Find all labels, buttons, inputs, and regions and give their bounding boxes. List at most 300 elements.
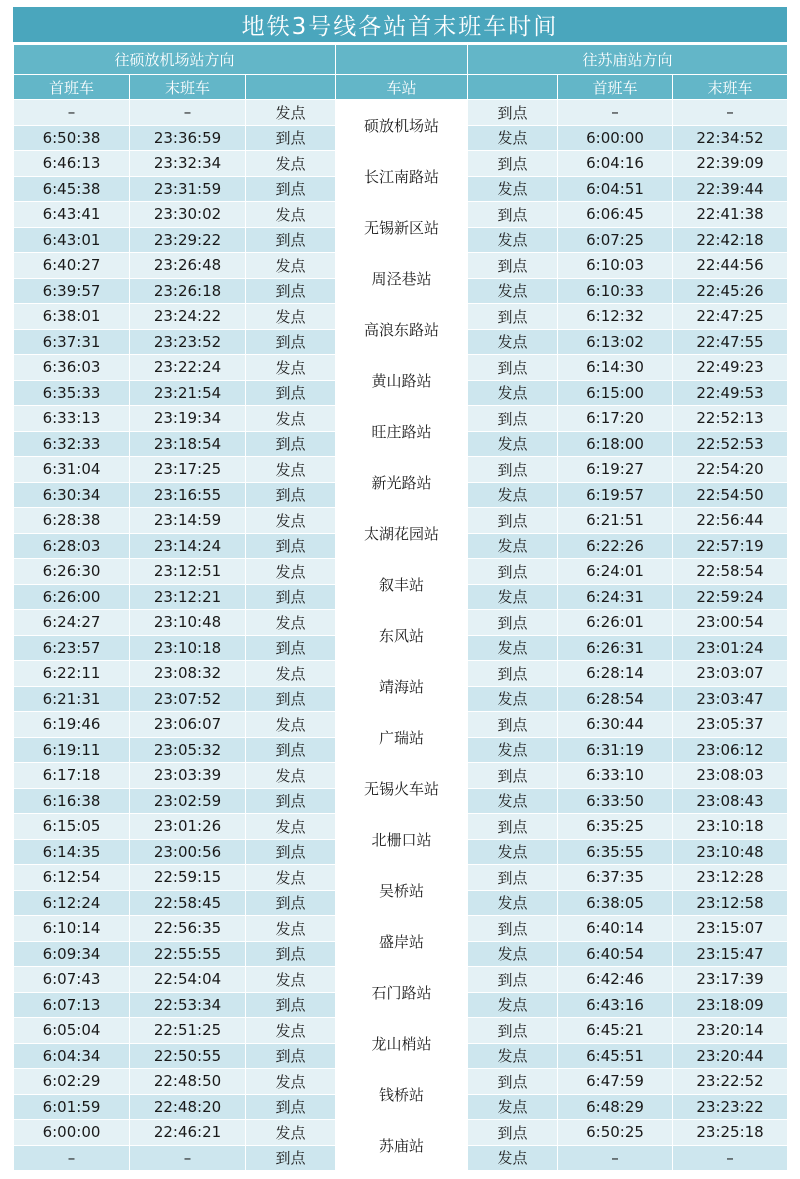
- left-last-time: 23:26:48: [130, 253, 246, 279]
- direction-blank-header: [336, 45, 468, 75]
- left-point-type: 到点: [246, 431, 336, 457]
- right-first-time: 6:06:45: [558, 202, 673, 228]
- right-first-time: 6:40:14: [558, 916, 673, 942]
- right-point-type: 发点: [468, 482, 558, 508]
- right-first-time: 6:31:19: [558, 737, 673, 763]
- right-last-time: 22:54:50: [673, 482, 788, 508]
- right-last-time: 23:08:03: [673, 763, 788, 789]
- right-first-time: 6:38:05: [558, 890, 673, 916]
- right-point-type: 到点: [468, 967, 558, 993]
- left-point-type: 发点: [246, 508, 336, 534]
- right-point-type: 到点: [468, 865, 558, 891]
- left-point-type: 发点: [246, 712, 336, 738]
- left-point-type: 到点: [246, 941, 336, 967]
- station-name: 东风站: [336, 610, 468, 661]
- table-row: [14, 967, 788, 993]
- left-first-time: 6:04:34: [14, 1043, 130, 1069]
- left-point-type: 发点: [246, 559, 336, 585]
- right-last-time: 23:15:07: [673, 916, 788, 942]
- left-last-time: 23:31:59: [130, 176, 246, 202]
- right-last-time: 22:39:44: [673, 176, 788, 202]
- right-first-time: 6:18:00: [558, 431, 673, 457]
- left-point-type: 到点: [246, 482, 336, 508]
- right-last-time: 22:42:18: [673, 227, 788, 253]
- left-point-type: 到点: [246, 737, 336, 763]
- right-point-type: 到点: [468, 712, 558, 738]
- table-row: [14, 559, 788, 585]
- right-last-time: 22:52:53: [673, 431, 788, 457]
- left-point-type: 发点: [246, 1069, 336, 1095]
- right-first-time: 6:10:03: [558, 253, 673, 279]
- right-last-time: –: [673, 100, 788, 126]
- left-point-type: 到点: [246, 533, 336, 559]
- right-first-time: 6:37:35: [558, 865, 673, 891]
- right-last-time: 22:56:44: [673, 508, 788, 534]
- right-point-type: 发点: [468, 788, 558, 814]
- right-last-time: 22:44:56: [673, 253, 788, 279]
- left-last-time: –: [130, 100, 246, 126]
- right-first-time: 6:15:00: [558, 380, 673, 406]
- table-row: [14, 508, 788, 534]
- right-point-type: 到点: [468, 559, 558, 585]
- right-last-time: 22:59:24: [673, 584, 788, 610]
- left-first-time: 6:39:57: [14, 278, 130, 304]
- left-first-time: 6:05:04: [14, 1018, 130, 1044]
- right-first-time: 6:00:00: [558, 125, 673, 151]
- right-point-type: 发点: [468, 584, 558, 610]
- right-first-time: –: [558, 1145, 673, 1171]
- table-row: [14, 712, 788, 738]
- left-point-type: 发点: [246, 814, 336, 840]
- left-point-type: 发点: [246, 253, 336, 279]
- table-row: [14, 355, 788, 381]
- station-name: 新光路站: [336, 457, 468, 508]
- left-last-time: 22:53:34: [130, 992, 246, 1018]
- left-first-time: 6:15:05: [14, 814, 130, 840]
- right-point-type: 发点: [468, 533, 558, 559]
- left-point-type: 发点: [246, 1018, 336, 1044]
- right-last-time: 22:57:19: [673, 533, 788, 559]
- left-point-type: 到点: [246, 380, 336, 406]
- right-point-type: 到点: [468, 1069, 558, 1095]
- left-first-time: 6:33:13: [14, 406, 130, 432]
- left-point-type: 发点: [246, 457, 336, 483]
- left-first-time: 6:12:24: [14, 890, 130, 916]
- left-first-time: 6:26:00: [14, 584, 130, 610]
- left-last-time: 22:56:35: [130, 916, 246, 942]
- timetable: [13, 7, 787, 1171]
- table-row: [14, 406, 788, 432]
- right-point-type: 到点: [468, 610, 558, 636]
- table-row: [14, 253, 788, 279]
- left-last-time: 22:46:21: [130, 1120, 246, 1146]
- left-first-time: 6:02:29: [14, 1069, 130, 1095]
- right-last-time: 22:49:53: [673, 380, 788, 406]
- right-first-time: 6:33:50: [558, 788, 673, 814]
- right-first-time: 6:13:02: [558, 329, 673, 355]
- right-point-type: 发点: [468, 737, 558, 763]
- right-first-time: 6:14:30: [558, 355, 673, 381]
- left-last-time: 23:10:48: [130, 610, 246, 636]
- right-last-time: 23:23:22: [673, 1094, 788, 1120]
- left-last-time: 23:30:02: [130, 202, 246, 228]
- right-point-type: 发点: [468, 1043, 558, 1069]
- right-first-time: 6:19:27: [558, 457, 673, 483]
- right-first-time: 6:17:20: [558, 406, 673, 432]
- left-first-time: 6:46:13: [14, 151, 130, 177]
- station-name: 苏庙站: [336, 1120, 468, 1171]
- station-name: 靖海站: [336, 661, 468, 712]
- right-point-type: 发点: [468, 380, 558, 406]
- table-row: [14, 1069, 788, 1095]
- table-row: [14, 151, 788, 177]
- left-point-type: 发点: [246, 304, 336, 330]
- left-last-time: 23:05:32: [130, 737, 246, 763]
- right-first-time: 6:45:51: [558, 1043, 673, 1069]
- table-row: [14, 100, 788, 126]
- left-last-time: 22:50:55: [130, 1043, 246, 1069]
- left-point-type: 发点: [246, 1120, 336, 1146]
- right-point-type: 发点: [468, 125, 558, 151]
- right-first-time: 6:10:33: [558, 278, 673, 304]
- right-first-time: 6:40:54: [558, 941, 673, 967]
- schedule-table: [13, 44, 788, 1171]
- left-first-time: 6:28:03: [14, 533, 130, 559]
- table-row: [14, 1018, 788, 1044]
- right-first-time: 6:42:46: [558, 967, 673, 993]
- left-first-time: 6:40:27: [14, 253, 130, 279]
- right-last-train-header: 末班车: [673, 75, 788, 100]
- right-first-time: 6:33:10: [558, 763, 673, 789]
- left-last-time: 22:51:25: [130, 1018, 246, 1044]
- left-first-time: 6:38:01: [14, 304, 130, 330]
- left-point-type: 到点: [246, 686, 336, 712]
- right-last-time: 23:08:43: [673, 788, 788, 814]
- left-first-time: 6:19:11: [14, 737, 130, 763]
- right-point-type: 发点: [468, 890, 558, 916]
- left-first-time: 6:43:01: [14, 227, 130, 253]
- left-first-time: –: [14, 1145, 130, 1171]
- left-last-time: 22:59:15: [130, 865, 246, 891]
- left-first-time: 6:28:38: [14, 508, 130, 534]
- right-first-train-header: 首班车: [558, 75, 673, 100]
- station-name: 高浪东路站: [336, 304, 468, 355]
- right-point-type: 发点: [468, 176, 558, 202]
- table-row: [14, 865, 788, 891]
- right-last-time: 23:00:54: [673, 610, 788, 636]
- right-point-type: 到点: [468, 508, 558, 534]
- right-first-time: 6:26:01: [558, 610, 673, 636]
- right-first-time: 6:21:51: [558, 508, 673, 534]
- left-first-time: 6:30:34: [14, 482, 130, 508]
- right-last-time: 23:01:24: [673, 635, 788, 661]
- left-last-time: 23:32:34: [130, 151, 246, 177]
- right-last-time: 22:47:25: [673, 304, 788, 330]
- left-last-time: 22:58:45: [130, 890, 246, 916]
- left-point-type: 到点: [246, 1145, 336, 1171]
- right-last-time: 23:22:52: [673, 1069, 788, 1095]
- left-point-type: 到点: [246, 278, 336, 304]
- table-row: [14, 661, 788, 687]
- left-point-type: 到点: [246, 1094, 336, 1120]
- right-last-time: 23:05:37: [673, 712, 788, 738]
- left-first-time: 6:35:33: [14, 380, 130, 406]
- left-last-time: 23:14:59: [130, 508, 246, 534]
- right-last-time: 22:47:55: [673, 329, 788, 355]
- right-last-time: 22:49:23: [673, 355, 788, 381]
- right-last-time: 22:34:52: [673, 125, 788, 151]
- station-name: 石门路站: [336, 967, 468, 1018]
- right-last-time: 23:20:44: [673, 1043, 788, 1069]
- right-first-time: 6:43:16: [558, 992, 673, 1018]
- right-first-time: 6:04:51: [558, 176, 673, 202]
- table-row: [14, 304, 788, 330]
- right-first-time: 6:24:01: [558, 559, 673, 585]
- right-point-type: 到点: [468, 151, 558, 177]
- right-point-type: 到点: [468, 763, 558, 789]
- left-point-type: 发点: [246, 406, 336, 432]
- right-last-time: 23:12:58: [673, 890, 788, 916]
- right-first-time: 6:22:26: [558, 533, 673, 559]
- right-last-time: 23:03:07: [673, 661, 788, 687]
- station-name: 龙山梢站: [336, 1018, 468, 1069]
- table-row: [14, 457, 788, 483]
- left-first-time: 6:14:35: [14, 839, 130, 865]
- left-first-time: 6:07:13: [14, 992, 130, 1018]
- right-first-time: 6:45:21: [558, 1018, 673, 1044]
- page-title: 地铁3号线各站首末班车时间: [13, 7, 787, 44]
- right-point-type: 到点: [468, 202, 558, 228]
- direction-left-header: 往硕放机场站方向: [14, 45, 336, 75]
- left-first-time: 6:23:57: [14, 635, 130, 661]
- right-point-type: 发点: [468, 1145, 558, 1171]
- left-point-type: 到点: [246, 329, 336, 355]
- right-point-type: 到点: [468, 253, 558, 279]
- left-point-type: 发点: [246, 661, 336, 687]
- station-name: 盛岸站: [336, 916, 468, 967]
- right-last-time: –: [673, 1145, 788, 1171]
- left-first-time: 6:37:31: [14, 329, 130, 355]
- left-type-header: [246, 75, 336, 100]
- left-first-time: 6:00:00: [14, 1120, 130, 1146]
- left-point-type: 到点: [246, 839, 336, 865]
- right-point-type: 发点: [468, 278, 558, 304]
- left-last-time: 23:08:32: [130, 661, 246, 687]
- right-last-time: 23:10:48: [673, 839, 788, 865]
- left-last-time: 23:18:54: [130, 431, 246, 457]
- right-first-time: 6:12:32: [558, 304, 673, 330]
- station-name: 无锡火车站: [336, 763, 468, 814]
- right-point-type: 到点: [468, 457, 558, 483]
- left-point-type: 发点: [246, 355, 336, 381]
- left-first-time: 6:22:11: [14, 661, 130, 687]
- left-last-time: 23:12:51: [130, 559, 246, 585]
- right-point-type: 发点: [468, 941, 558, 967]
- left-last-time: 23:10:18: [130, 635, 246, 661]
- right-point-type: 到点: [468, 100, 558, 126]
- table-row: [14, 916, 788, 942]
- right-first-time: 6:24:31: [558, 584, 673, 610]
- left-first-time: 6:32:33: [14, 431, 130, 457]
- table-row: [14, 814, 788, 840]
- left-point-type: 发点: [246, 865, 336, 891]
- left-first-time: 6:43:41: [14, 202, 130, 228]
- right-last-time: 23:03:47: [673, 686, 788, 712]
- station-name: 旺庄路站: [336, 406, 468, 457]
- left-point-type: 到点: [246, 1043, 336, 1069]
- left-last-time: –: [130, 1145, 246, 1171]
- right-point-type: 到点: [468, 1120, 558, 1146]
- right-first-time: 6:28:54: [558, 686, 673, 712]
- right-first-time: 6:50:25: [558, 1120, 673, 1146]
- left-point-type: 到点: [246, 890, 336, 916]
- right-last-time: 23:06:12: [673, 737, 788, 763]
- station-name: 北栅口站: [336, 814, 468, 865]
- station-header: 车站: [336, 75, 468, 100]
- left-first-train-header: 首班车: [14, 75, 130, 100]
- left-last-time: 23:14:24: [130, 533, 246, 559]
- station-name: 周泾巷站: [336, 253, 468, 304]
- left-first-time: 6:12:54: [14, 865, 130, 891]
- left-point-type: 发点: [246, 100, 336, 126]
- left-first-time: 6:07:43: [14, 967, 130, 993]
- right-first-time: 6:48:29: [558, 1094, 673, 1120]
- left-point-type: 发点: [246, 916, 336, 942]
- right-first-time: 6:47:59: [558, 1069, 673, 1095]
- left-last-time: 23:36:59: [130, 125, 246, 151]
- right-point-type: 发点: [468, 431, 558, 457]
- left-last-time: 22:54:04: [130, 967, 246, 993]
- left-last-time: 23:23:52: [130, 329, 246, 355]
- right-point-type: 发点: [468, 227, 558, 253]
- right-type-header: [468, 75, 558, 100]
- table-row: [14, 1120, 788, 1146]
- station-name: 广瑞站: [336, 712, 468, 763]
- schedule-body: [14, 100, 788, 1171]
- left-first-time: 6:24:27: [14, 610, 130, 636]
- left-first-time: –: [14, 100, 130, 126]
- left-point-type: 发点: [246, 763, 336, 789]
- left-point-type: 到点: [246, 125, 336, 151]
- right-last-time: 23:10:18: [673, 814, 788, 840]
- right-point-type: 到点: [468, 1018, 558, 1044]
- right-last-time: 23:12:28: [673, 865, 788, 891]
- left-last-time: 22:48:50: [130, 1069, 246, 1095]
- left-point-type: 发点: [246, 151, 336, 177]
- station-name: 太湖花园站: [336, 508, 468, 559]
- right-first-time: 6:19:57: [558, 482, 673, 508]
- left-first-time: 6:17:18: [14, 763, 130, 789]
- left-point-type: 到点: [246, 176, 336, 202]
- left-first-time: 6:01:59: [14, 1094, 130, 1120]
- left-first-time: 6:45:38: [14, 176, 130, 202]
- right-first-time: 6:35:55: [558, 839, 673, 865]
- right-point-type: 发点: [468, 839, 558, 865]
- left-last-time: 23:24:22: [130, 304, 246, 330]
- station-name: 叙丰站: [336, 559, 468, 610]
- left-first-time: 6:16:38: [14, 788, 130, 814]
- right-point-type: 到点: [468, 355, 558, 381]
- right-last-time: 22:54:20: [673, 457, 788, 483]
- table-row: [14, 763, 788, 789]
- right-last-time: 22:58:54: [673, 559, 788, 585]
- left-last-time: 23:16:55: [130, 482, 246, 508]
- left-point-type: 发点: [246, 610, 336, 636]
- left-last-time: 23:03:39: [130, 763, 246, 789]
- station-name: 长江南路站: [336, 151, 468, 202]
- right-last-time: 23:17:39: [673, 967, 788, 993]
- left-point-type: 到点: [246, 635, 336, 661]
- left-first-time: 6:36:03: [14, 355, 130, 381]
- left-first-time: 6:50:38: [14, 125, 130, 151]
- left-last-train-header: 末班车: [130, 75, 246, 100]
- station-name: 钱桥站: [336, 1069, 468, 1120]
- left-point-type: 到点: [246, 584, 336, 610]
- left-point-type: 到点: [246, 227, 336, 253]
- station-name: 硕放机场站: [336, 100, 468, 151]
- right-last-time: 23:15:47: [673, 941, 788, 967]
- right-last-time: 22:52:13: [673, 406, 788, 432]
- left-last-time: 22:48:20: [130, 1094, 246, 1120]
- left-last-time: 23:17:25: [130, 457, 246, 483]
- left-first-time: 6:31:04: [14, 457, 130, 483]
- right-first-time: 6:35:25: [558, 814, 673, 840]
- right-point-type: 到点: [468, 814, 558, 840]
- right-point-type: 发点: [468, 992, 558, 1018]
- left-last-time: 23:19:34: [130, 406, 246, 432]
- right-point-type: 到点: [468, 916, 558, 942]
- left-last-time: 23:12:21: [130, 584, 246, 610]
- right-first-time: 6:30:44: [558, 712, 673, 738]
- left-last-time: 23:29:22: [130, 227, 246, 253]
- left-last-time: 23:21:54: [130, 380, 246, 406]
- left-point-type: 到点: [246, 788, 336, 814]
- left-point-type: 发点: [246, 967, 336, 993]
- station-name: 吴桥站: [336, 865, 468, 916]
- right-point-type: 发点: [468, 329, 558, 355]
- right-point-type: 到点: [468, 661, 558, 687]
- station-name: 无锡新区站: [336, 202, 468, 253]
- left-first-time: 6:21:31: [14, 686, 130, 712]
- left-last-time: 23:22:24: [130, 355, 246, 381]
- right-point-type: 发点: [468, 686, 558, 712]
- right-first-time: 6:07:25: [558, 227, 673, 253]
- direction-right-header: 往苏庙站方向: [468, 45, 788, 75]
- left-last-time: 23:01:26: [130, 814, 246, 840]
- left-last-time: 22:55:55: [130, 941, 246, 967]
- right-last-time: 23:18:09: [673, 992, 788, 1018]
- left-first-time: 6:26:30: [14, 559, 130, 585]
- station-name: 黄山路站: [336, 355, 468, 406]
- left-first-time: 6:19:46: [14, 712, 130, 738]
- right-last-time: 22:39:09: [673, 151, 788, 177]
- right-first-time: 6:04:16: [558, 151, 673, 177]
- table-row: [14, 202, 788, 228]
- left-last-time: 23:06:07: [130, 712, 246, 738]
- left-last-time: 23:00:56: [130, 839, 246, 865]
- right-last-time: 22:45:26: [673, 278, 788, 304]
- left-last-time: 23:07:52: [130, 686, 246, 712]
- right-point-type: 到点: [468, 304, 558, 330]
- right-point-type: 发点: [468, 1094, 558, 1120]
- right-first-time: 6:28:14: [558, 661, 673, 687]
- right-last-time: 23:20:14: [673, 1018, 788, 1044]
- left-last-time: 23:02:59: [130, 788, 246, 814]
- left-first-time: 6:09:34: [14, 941, 130, 967]
- left-point-type: 到点: [246, 992, 336, 1018]
- left-first-time: 6:10:14: [14, 916, 130, 942]
- right-first-time: –: [558, 100, 673, 126]
